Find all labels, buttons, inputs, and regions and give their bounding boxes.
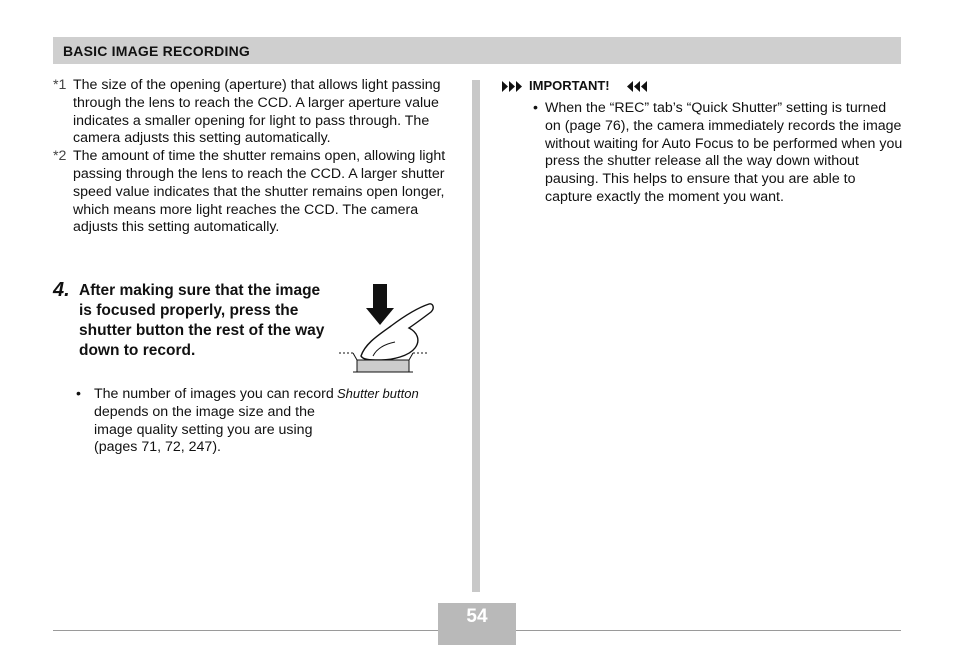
step-number: 4. <box>53 279 70 301</box>
step-note-body: The number of images you can record depends on the image size and the image quality setting you are using <box>94 386 334 438</box>
footnote-mark: *1 <box>53 77 67 93</box>
bullet-dot: • <box>76 386 81 402</box>
important-heading <box>502 77 902 95</box>
footnote-1 <box>53 77 463 148</box>
step-note-pages: (pages 71, 72, 247). <box>94 439 221 456</box>
important-box <box>502 77 903 205</box>
step-note-text <box>76 386 336 457</box>
bullet-dot: • <box>533 100 538 116</box>
important-label: IMPORTANT! <box>529 78 610 93</box>
step-instruction: After making sure that the image is focused properly, press the shutter button the rest of the way down to record. <box>79 282 325 359</box>
footnote-2 <box>53 148 463 237</box>
left-arrows-icon <box>627 80 649 95</box>
column-divider <box>472 80 480 592</box>
page-number: 54 <box>466 606 488 627</box>
section-header-bar <box>53 37 901 64</box>
illustration-caption: Shutter button <box>337 386 419 401</box>
footnote-text: The size of the opening (aperture) that allows light passing through the lens to reach the CCD. A larger aperture value indicates a smaller opening for light to pass through. The camera adjusts this setting automatically. <box>73 77 441 147</box>
shutter-press-icon <box>333 282 443 382</box>
footnotes <box>53 77 463 237</box>
footnote-mark: *2 <box>53 148 67 165</box>
page-number-box <box>438 603 516 645</box>
important-note <box>533 100 905 207</box>
step-note <box>76 386 336 457</box>
footnote-text: The amount of time the shutter remains open, allowing light passing through the lens to reach the CCD. A larger shutter speed value indicates that the shutter remains open longer, which means more light reaches the CCD. The camera adjusts this setting automatically. <box>73 148 446 236</box>
important-text: When the “REC” tab’s “Quick Shutter” setting is turned on (page 76), the camera immediately records the image without waiting for Auto Focus to be performed when you press the shutter release all the way down without pausing. This helps to ensure that you are able to capture exactly the moment you want. <box>545 100 903 205</box>
section-title: BASIC IMAGE RECORDING <box>63 43 250 59</box>
right-arrows-icon <box>502 80 524 95</box>
